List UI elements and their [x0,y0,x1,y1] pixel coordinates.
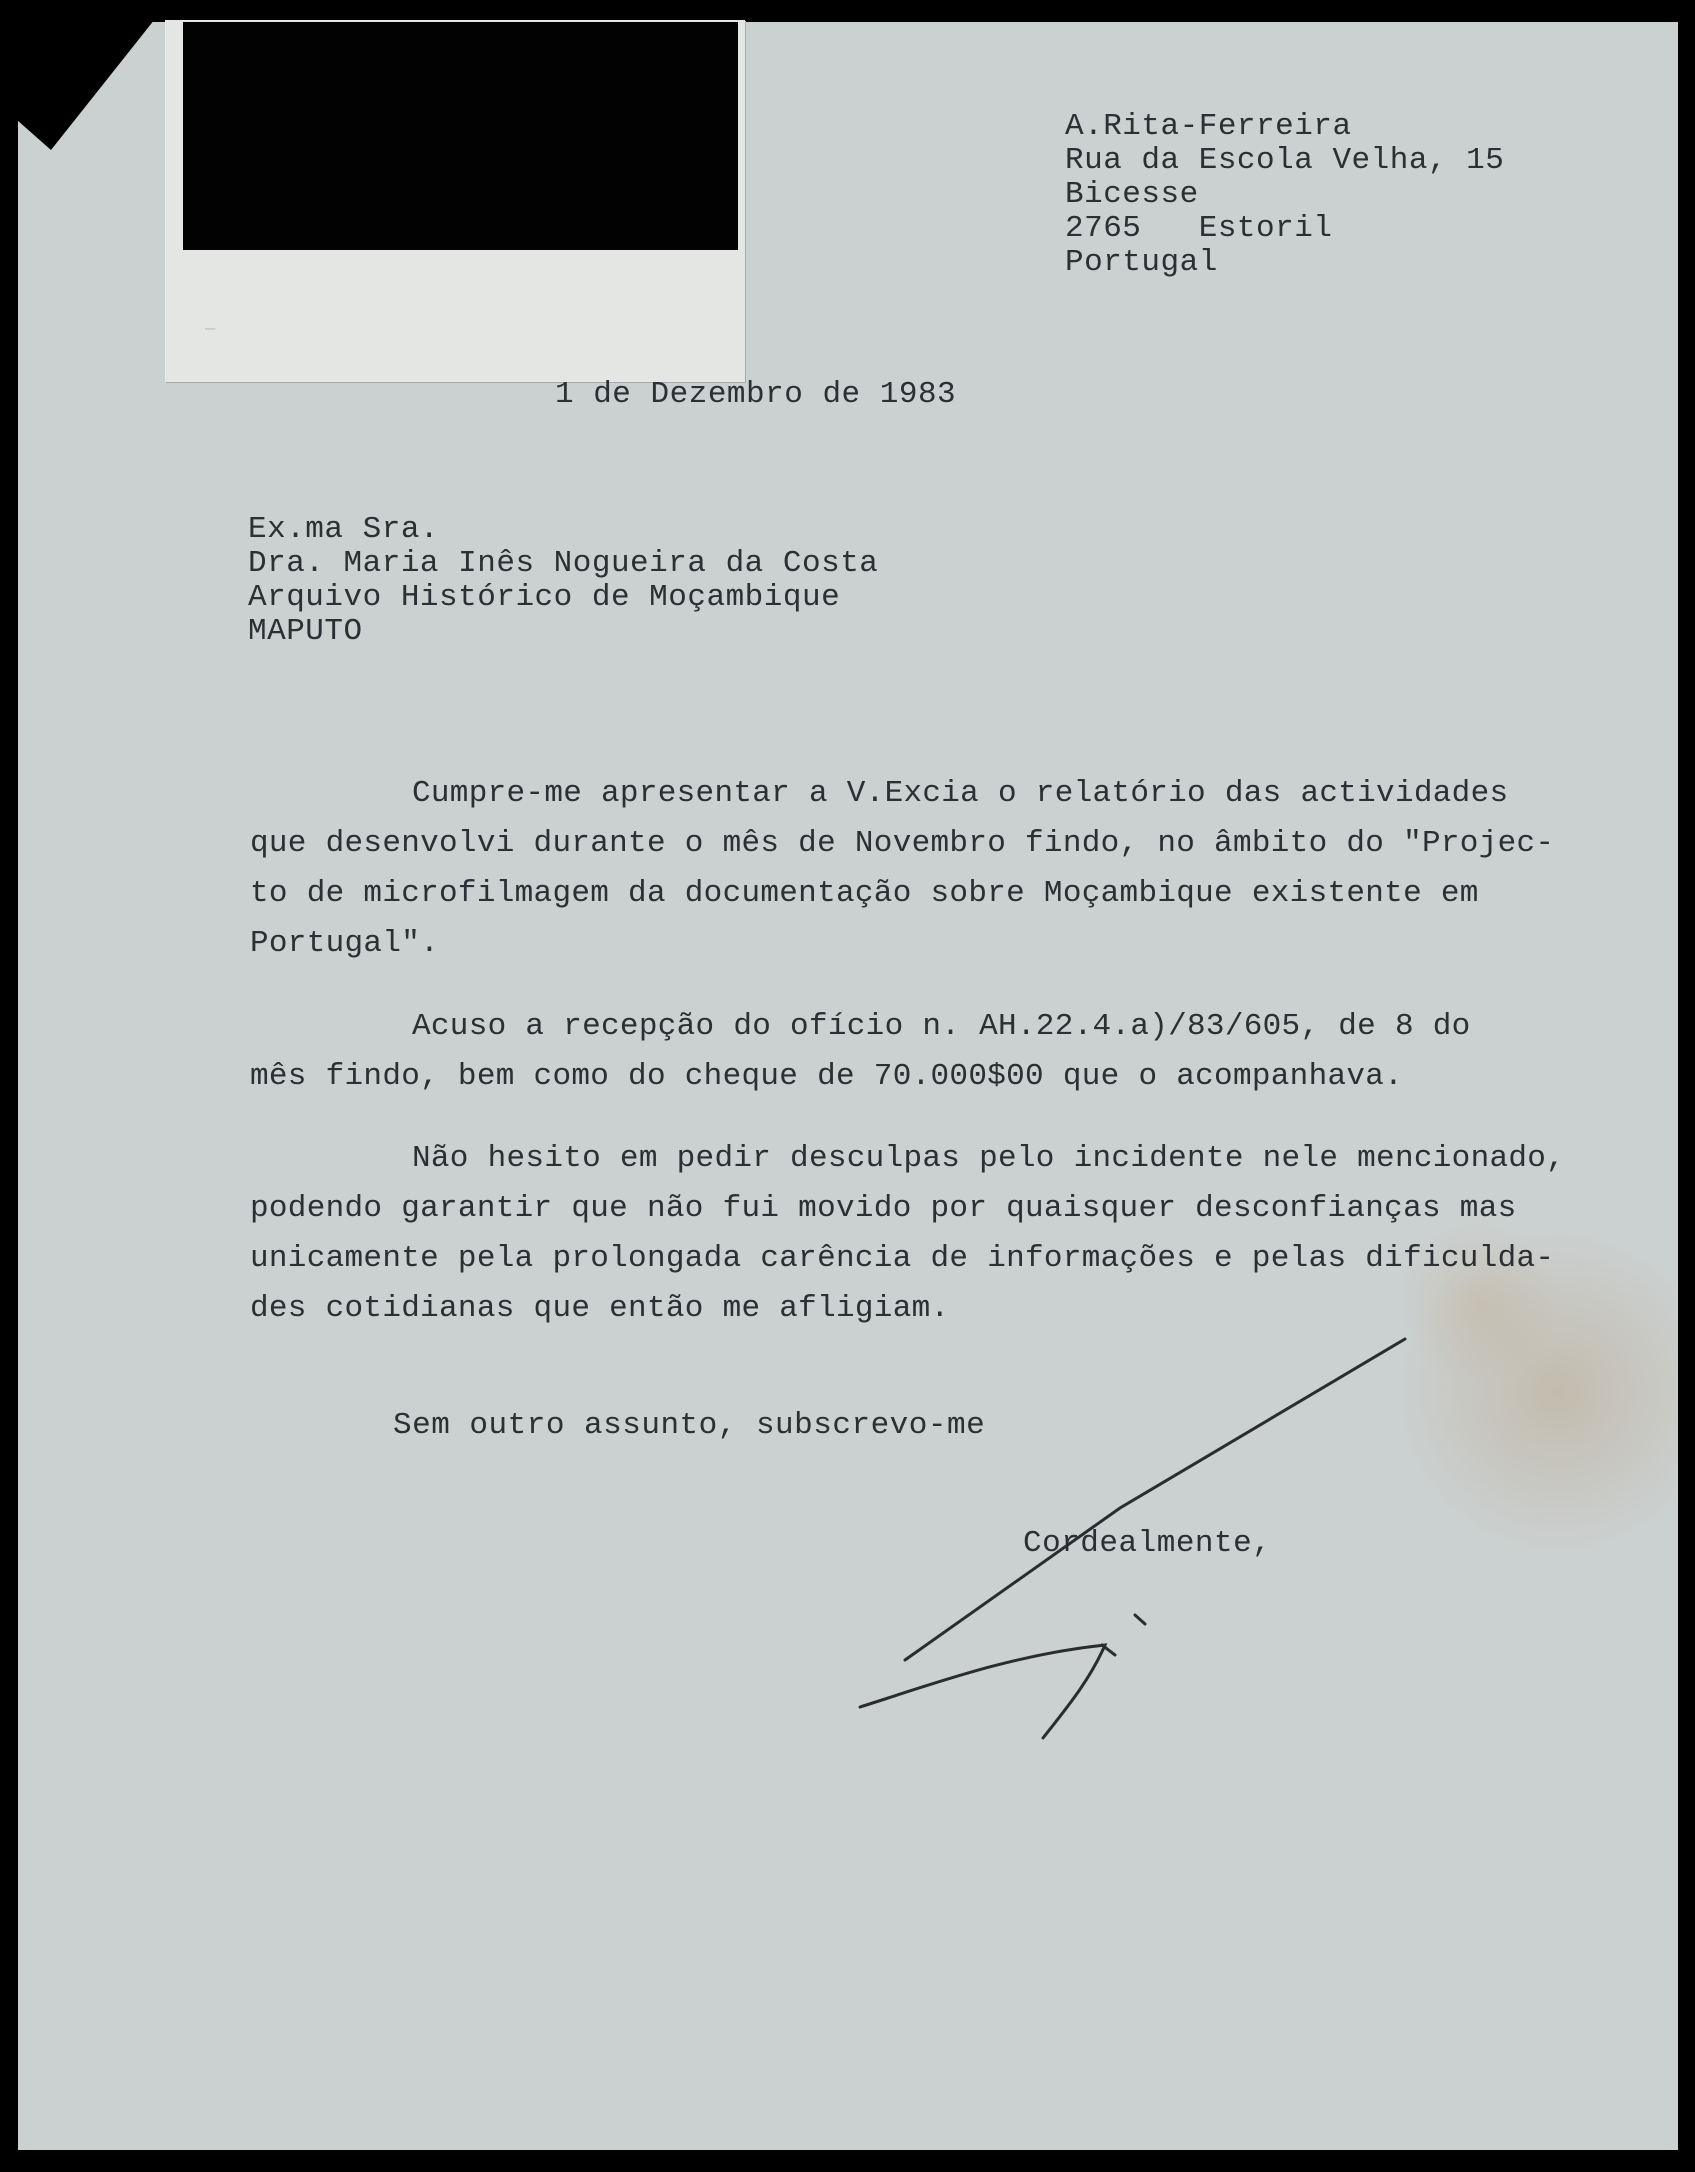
slip-faint-mark: — [205,320,216,339]
sender-postal-city: 2765 Estoril [1065,211,1333,246]
recipient-name: Dra. Maria Inês Nogueira da Costa [248,546,879,581]
paragraph-line: que desenvolvi durante o mês de Novembro findo, no âmbito do "Projec- [250,826,1555,861]
paragraph-line: podendo garantir que não fui movido por quaisquer desconfianças mas [250,1191,1517,1226]
paragraph-line: des cotidianas que então me afligiam. [250,1291,950,1326]
closing-line: Sem outro assunto, subscrevo-me [393,1408,986,1443]
paragraph-line: mês findo, bem como do cheque de 70.000$00 que o acompanhava. [250,1059,1404,1094]
recipient-city: MAPUTO [248,614,363,649]
sender-name: A.Rita-Ferreira [1065,109,1352,144]
paragraph-line: Não hesito em pedir desculpas pelo incidente nele mencionado, [412,1141,1566,1176]
paragraph-line: unicamente pela prolongada carência de informações e pelas dificulda- [250,1241,1555,1276]
valediction: Cordealmente, [1023,1526,1272,1561]
sender-street: Rua da Escola Velha, 15 [1065,143,1505,178]
paragraph-line: Portugal". [250,926,440,961]
paragraph-line: Acuso a recepção do ofício n. AH.22.4.a)/83/605, de 8 do [412,1009,1471,1044]
sender-locality: Bicesse [1065,177,1199,212]
recipient-salutation: Ex.ma Sra. [248,512,440,547]
letter-date: 1 de Dezembro de 1983 [555,377,957,412]
sender-country: Portugal [1065,245,1218,280]
paragraph-line: to de microfilmagem da documentação sobre Moçambique existente em [250,876,1479,911]
paragraph-line: Cumpre-me apresentar a V.Excia o relatório das actividades [412,776,1509,811]
recipient-institution: Arquivo Histórico de Moçambique [248,580,841,615]
